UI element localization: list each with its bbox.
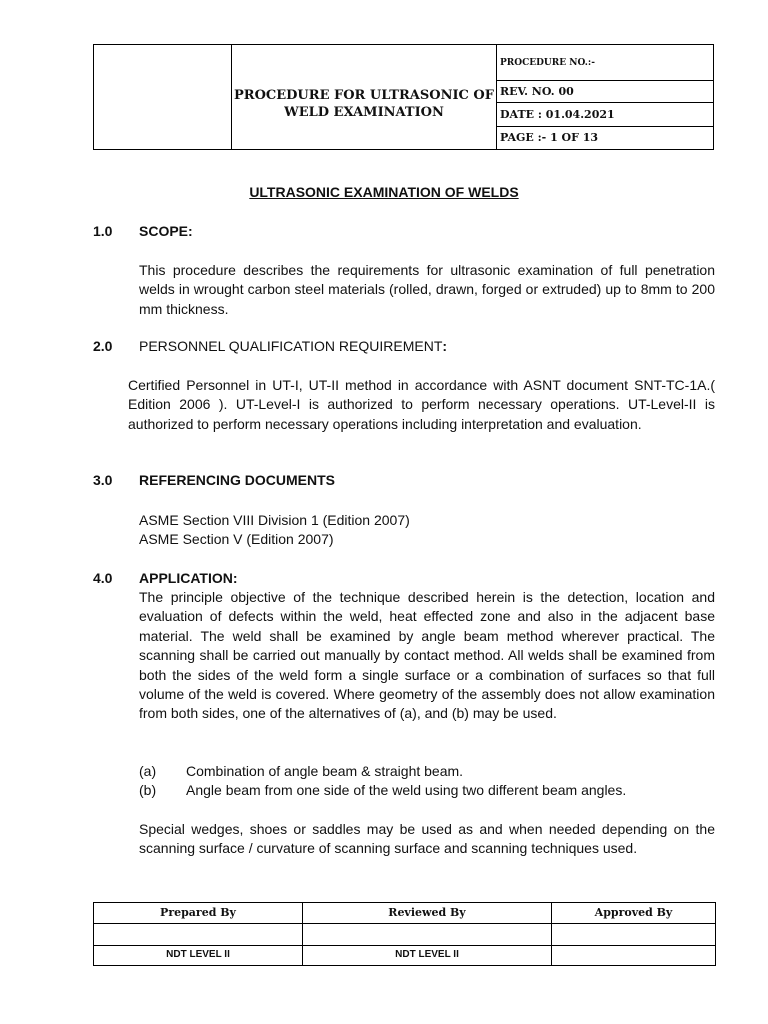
signature-table: [93, 902, 716, 966]
logo-cell: [94, 45, 232, 149]
title-cell: [232, 45, 497, 149]
header-table: [93, 44, 714, 150]
section-4-closing: Special wedges, shoes or saddles may be used as and when needed depending on the scanning surface / curvature of scanning surface and scanning techniques used.: [139, 821, 715, 857]
section-1-heading: SCOPE:: [139, 223, 193, 239]
page-title: ULTRASONIC EXAMINATION OF WELDS: [249, 184, 519, 200]
section-3-heading: REFERENCING DOCUMENTS: [139, 472, 336, 488]
section-2-number: 2.0: [93, 338, 113, 354]
section-2-heading-text: PERSONNEL QUALIFICATION REQUIREMENT: [139, 338, 443, 354]
document-date: DATE : 01.04.2021: [497, 103, 713, 127]
section-1-body: This procedure describes the requirements for ultrasonic examination of full penetration welds in wrought carbon steel materials (rolled, drawn, forged or extruded) up to 8mm to 200 mm thickness.: [139, 262, 715, 317]
section-4-heading: APPLICATION:: [139, 570, 238, 586]
procedure-number: PROCEDURE NO.:-: [497, 45, 713, 81]
approved-by-label: Approved By: [594, 906, 673, 919]
prepared-by-label: Prepared By: [160, 906, 236, 919]
list-item-text: Angle beam from one side of the weld using two different beam angles.: [186, 782, 627, 798]
list-item-text: Combination of angle beam & straight beam.: [186, 763, 464, 779]
page-number: PAGE :- 1 OF 13: [500, 131, 599, 144]
meta-cell: [497, 45, 713, 149]
revision-number: REV. NO. 00: [497, 81, 713, 103]
list-item-label: (a): [139, 763, 157, 779]
section-4-number: 4.0: [93, 570, 113, 586]
list-item-label: (b): [139, 782, 157, 798]
reviewed-by-label: Reviewed By: [388, 906, 466, 919]
reference-item: ASME Section VIII Division 1 (Edition 2007): [139, 512, 410, 528]
section-2-heading-colon: :: [442, 338, 448, 354]
section-2-heading: [139, 338, 447, 354]
reference-item: ASME Section V (Edition 2007): [139, 531, 334, 547]
section-1-number: 1.0: [93, 223, 113, 239]
section-3-number: 3.0: [93, 472, 113, 488]
table-divider: [94, 923, 715, 924]
reviewed-level: NDT LEVEL II: [395, 949, 459, 960]
section-4-body: The principle objective of the technique described herein is the detection, location and evaluation of defects within the weld, heat effected zone and also in the adjacent base material. The weld shall be examined by angle beam method wherever practical. The scanning shall be carried out manually by contact method. All welds shall be examined from both the sides of the weld form a single surface or a combination of surfaces so that full volume of the weld is covered. Where geometry of the assembly does not allow examination from both sides, one of the alternatives of (a), and (b) may be used.: [139, 589, 715, 722]
table-divider: [94, 945, 715, 946]
section-2-body: Certified Personnel in UT-I, UT-II method in accordance with ASNT document SNT-TC-1A.( Edition 2006 ). UT-Level-I is authorized to perform necessary operations. UT-Level-II is authorized to perform necessary operations including interpretation and evaluation.: [128, 377, 715, 432]
prepared-level: NDT LEVEL II: [166, 949, 230, 960]
procedure-title: PROCEDURE FOR ULTRASONIC OF WELD EXAMINATION: [234, 88, 494, 120]
